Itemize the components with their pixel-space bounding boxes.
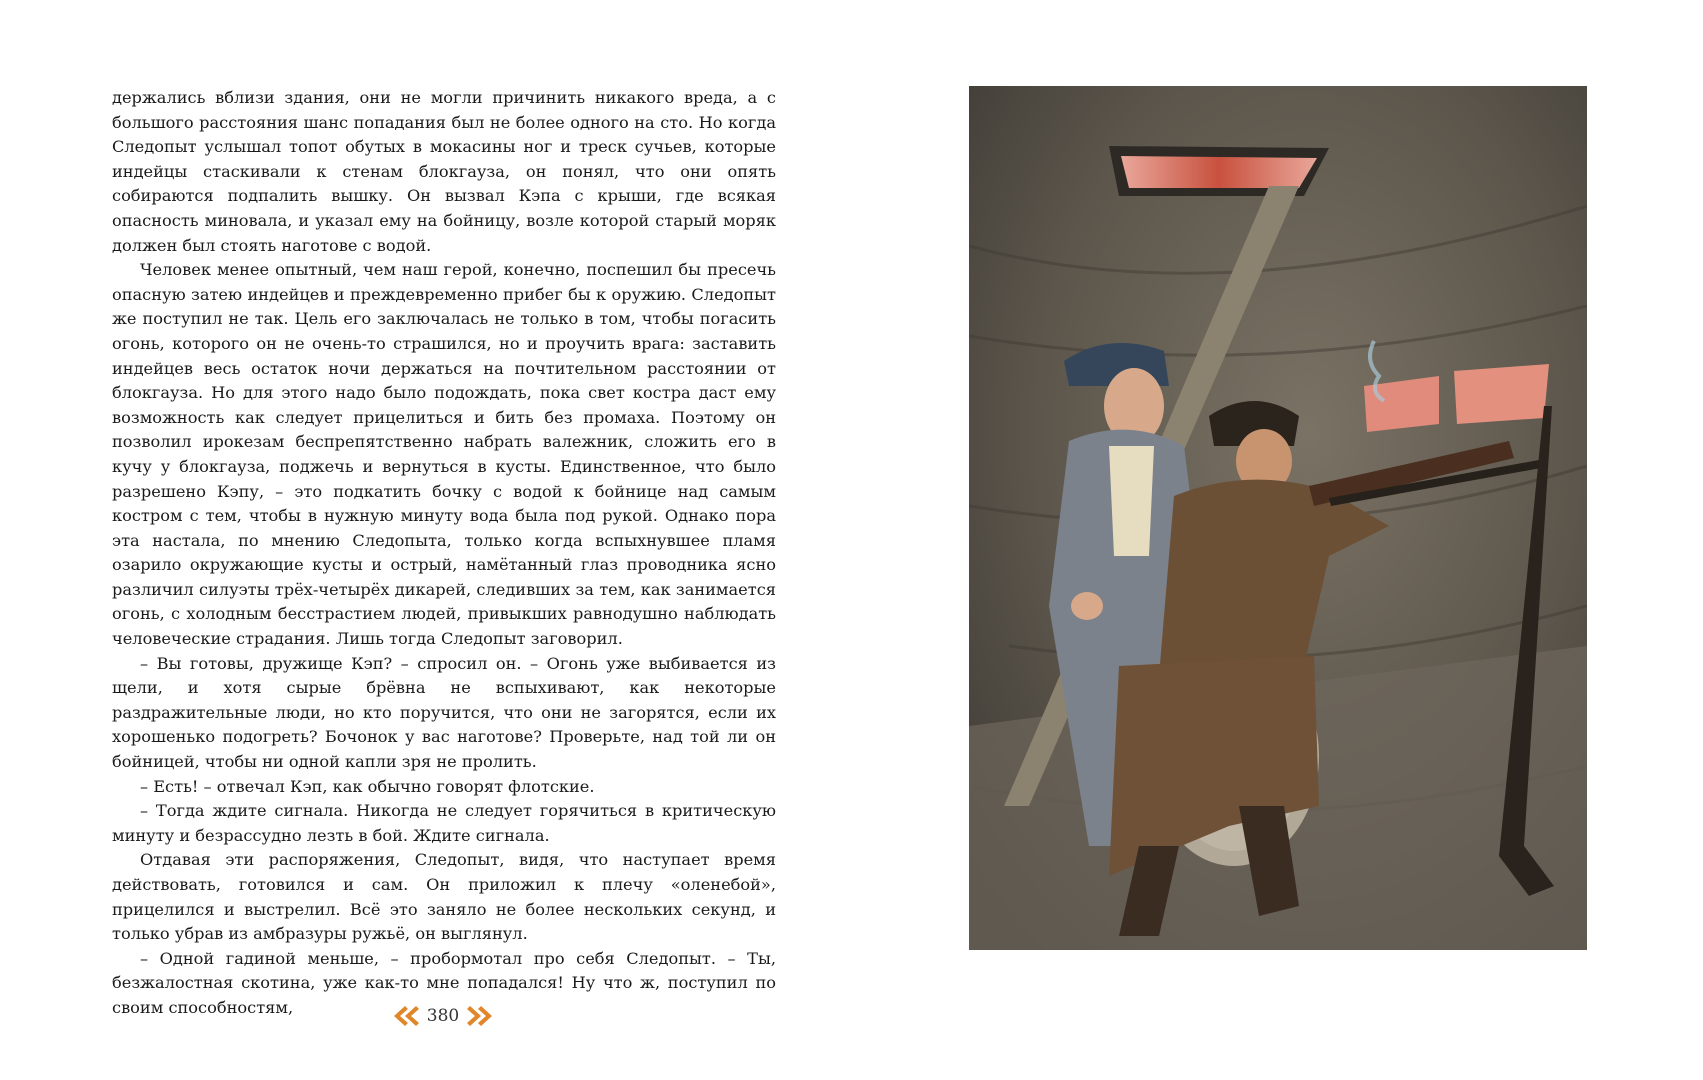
paragraph: держались вблизи здания, они не могли причинить никакого вреда, а с большого расстояния шанс попадания был не более одного на сто. Но когда Следопыт услышал топот обутых в мокасины ног и треск сучьев, которые индейцы стаскивали к стенам блокгауза, он понял, что они опять собираются подпалить вышку. Он вызвал Кэпа с крыши, где всякая опасность миновала, и указал ему на бойницу, возле которой старый моряк должен был стоять наготове с водой. xyxy=(112,88,776,255)
chevron-right-ornament-icon xyxy=(467,1004,495,1028)
page-number-block xyxy=(388,996,498,1036)
paragraph: Человек менее опытный, чем наш герой, конечно, поспешил бы пресечь опасную затею индейцев и преждевременно прибег бы к оружию. Следопыт же поступил не так. Цель его заключалась не только в том, чтобы погасить огонь, которого он не очень-то страшился, но и проучить врага: заставить индейцев весь остаток ночи держаться на почтительном расстоянии от блокгауза. Но для этого надо было подождать, пока свет костра даст ему возможность как следует прицелиться и бить без промаха. Поэтому он позволил ирокезам беспрепятственно набрать валежник, сложить его в кучу у блокгауза, поджечь и вернуться в кусты. Единственное, что было разрешено Кэпу, – это подкатить бочку с водой к бойнице над самым костром с тем, чтобы в нужную минуту вода была под рукой. Однако пора эта настала, по мнению Следопыта, только когда вспыхнувшее пламя озарило окружающие кусты и острый, намётанный глаз проводника ясно различил силуэты трёх-четырёх дикарей, следивших за тем, как занимается огонь, с холодным бесстрастием людей, привыкших равнодушно наблюдать человеческие страдания. Лишь тогда Следопыт заговорил. xyxy=(112,260,776,649)
text-page-left xyxy=(112,86,776,1021)
paragraph: – Есть! – отвечал Кэп, как обычно говорят флотские. xyxy=(140,776,595,796)
illustration-blockhouse-shot xyxy=(969,86,1587,950)
paragraph: – Одной гадиной меньше, – пробормотал про себя Следопыт. – Ты, безжалостная скотина, уже как-то мне попадался! Ну что ж, поступил по своим способностям, xyxy=(112,948,776,1017)
paragraph: – Тогда ждите сигнала. Никогда не следует горячиться в критическую минуту и безрассудно лезть в бой. Ждите сигнала. xyxy=(112,801,776,845)
paragraph: Отдавая эти распоряжения, Следопыт, видя, что наступает время действовать, готовился и сам. Он приложил к плечу «оленебой», прицелился и выстрелил. Всё это заняло не более нескольких секунд, и только убрав из амбразуры ружьё, он выглянул. xyxy=(112,850,776,944)
chevron-left-ornament-icon xyxy=(391,1004,419,1028)
paragraph: – Вы готовы, дружище Кэп? – спросил он. – Огонь уже выбивается из щели, и хотя сырые брёвна не вспыхивают, как некоторые раздражительные люди, но кто поручится, что они не загорятся, если их хорошенько подогреть? Бочонок у вас наготове? Проверьте, над той ли он бойницей, чтобы ни одной капли зря не пролить. xyxy=(112,653,776,772)
watercolor-painting xyxy=(969,86,1587,950)
page-number: 380 xyxy=(426,1006,460,1026)
